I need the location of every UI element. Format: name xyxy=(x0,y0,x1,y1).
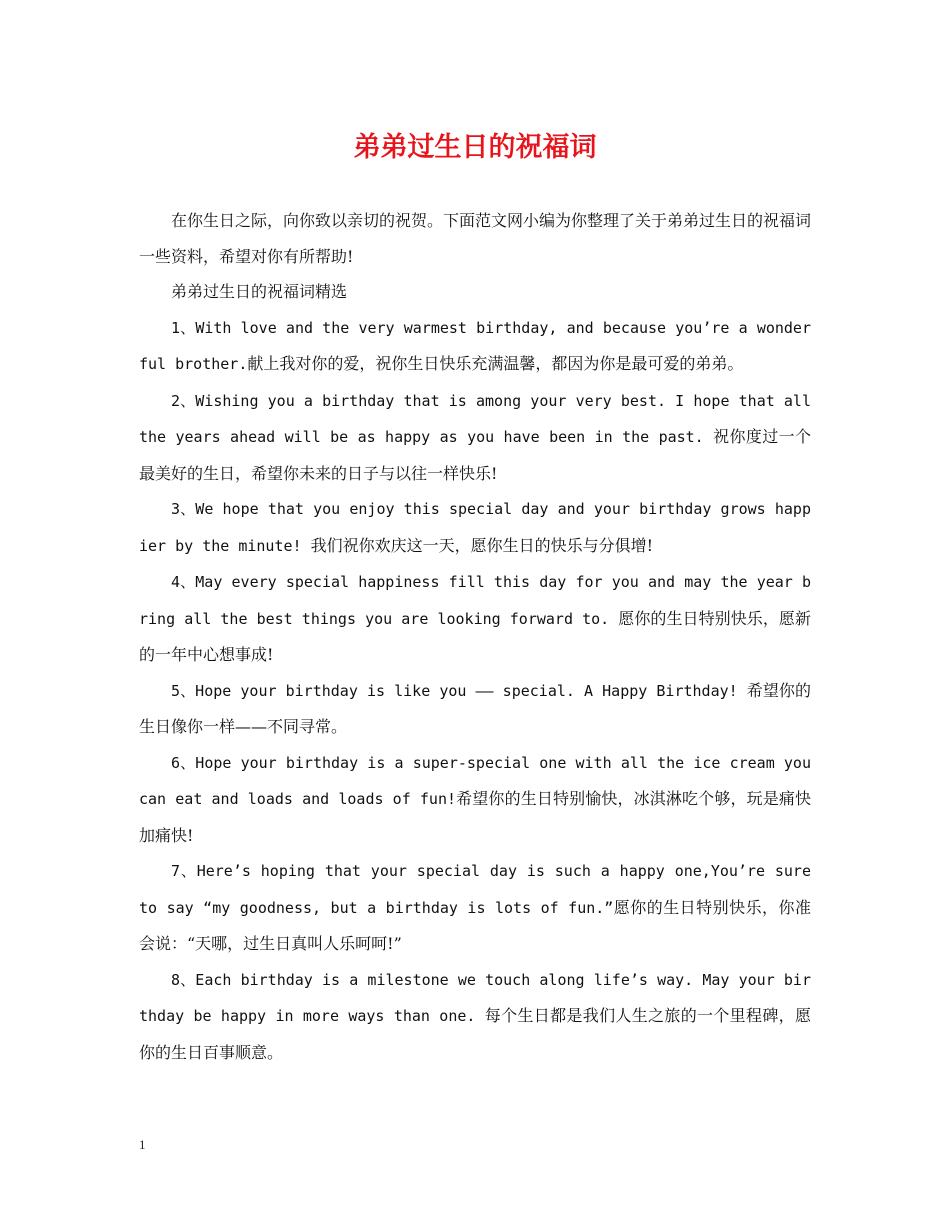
list-item xyxy=(139,673,811,745)
wish-chinese: 每个生日都是我们人生之旅的一个里程碑，愿你的生日百事顺意。 xyxy=(139,1006,811,1062)
wish-chinese: 愿你的生日特别快乐，愿新的一年中心想事成! xyxy=(139,608,811,664)
document-body xyxy=(139,203,811,1070)
list-item xyxy=(139,853,811,962)
wish-english: 4、May every special happiness fill this day for you and may the year bring all the best things you are looking forward to. xyxy=(139,573,811,628)
wish-chinese: 希望你的生日特别愉快，冰淇淋吃个够，玩是痛快加痛快! xyxy=(139,789,811,845)
wish-english: 2、Wishing you a birthday that is among your very best. I hope that all the years ahead will be as happy as you have been in the past. xyxy=(139,391,811,446)
wish-chinese: 愿你的生日特别快乐，你准会说：“天哪，过生日真叫人乐呵呵!” xyxy=(139,897,811,953)
wish-chinese: 希望你的生日像你一样——不同寻常。 xyxy=(139,680,811,736)
wish-chinese: 献上我对你的爱，祝你生日快乐充满温馨，都因为你是最可爱的弟弟。 xyxy=(247,354,744,373)
list-item xyxy=(139,310,811,383)
wish-english: 7、Here’s hoping that your special day is such a happy one,You’re sure to say “my goodness, but a birthday is lots of fun.” xyxy=(139,862,811,917)
list-item xyxy=(139,745,811,854)
wish-english: 5、Hope your birthday is like you —— special. A Happy Birthday! xyxy=(171,681,747,700)
wish-english: 6、Hope your birthday is a super-special one with all the ice cream you can eat and loads and loads of fun! xyxy=(139,753,811,808)
page-title: 弟弟过生日的祝福词 xyxy=(353,132,597,163)
list-item xyxy=(139,962,811,1071)
intro-paragraph: 在你生日之际，向你致以亲切的祝贺。下面范文网小编为你整理了关于弟弟过生日的祝福词一些资料，希望对你有所帮助! xyxy=(139,211,812,266)
section-heading: 弟弟过生日的祝福词精选 xyxy=(171,282,348,301)
wish-english: 8、Each birthday is a milestone we touch along life’s way. May your birthday be happy in more ways than one. xyxy=(139,970,811,1025)
list-item xyxy=(139,491,811,564)
wish-chinese: 我们祝你欢庆这一天，愿你生日的快乐与分俱增! xyxy=(310,535,654,555)
list-item xyxy=(139,383,811,492)
wish-english: 1、With love and the very warmest birthday, and because you’re a wonderful brother. xyxy=(139,318,811,373)
wish-english: 3、We hope that you enjoy this special day and your birthday grows happier by the minute! xyxy=(139,500,811,555)
list-item xyxy=(139,564,811,673)
wish-chinese: 祝你度过一个最美好的生日，希望你未来的日子与以往一样快乐! xyxy=(139,427,811,483)
page-number: 1 xyxy=(139,1137,146,1152)
